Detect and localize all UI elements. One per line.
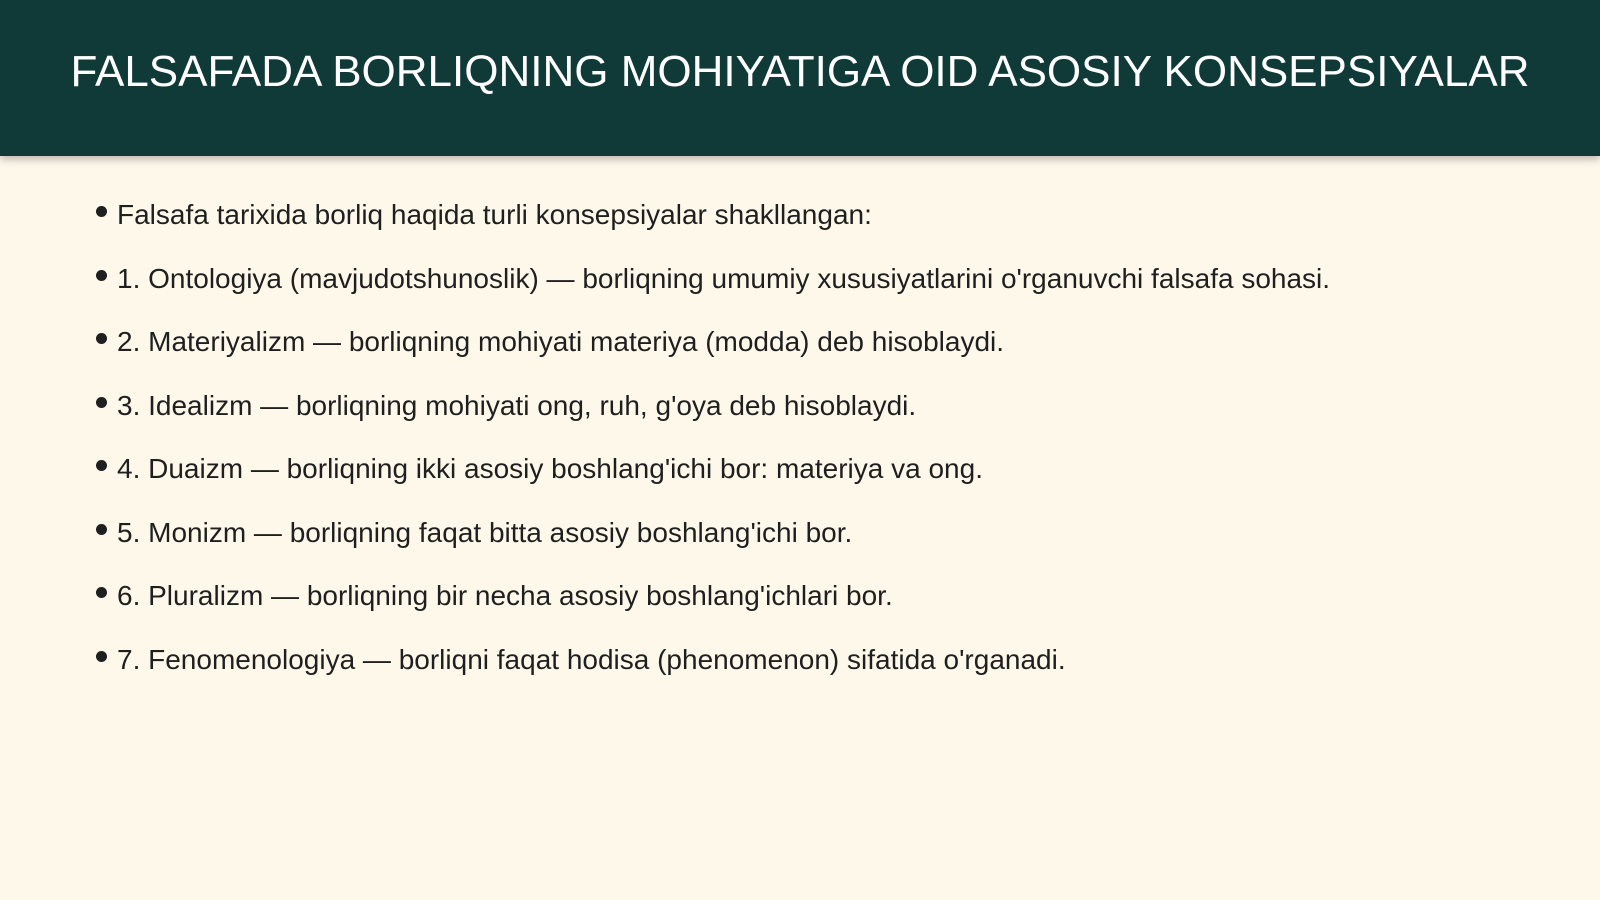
bullet-dot-icon (96, 270, 107, 281)
bullet-dot-icon (96, 333, 107, 344)
bullet-item (96, 580, 1556, 644)
slide-title: FALSAFADA BORLIQNING MOHIYATIGA OID ASOSIY KONSEPSIYALAR (70, 47, 1530, 96)
bullet-text: 5. Monizm — borliqning faqat bitta asosiy boshlang'ichi bor. (117, 516, 853, 548)
bullet-dot-icon (96, 397, 107, 408)
bullet-item (96, 326, 1556, 390)
bullet-item (96, 453, 1556, 517)
bullet-text: 1. Ontologiya (mavjudotshunoslik) — borliqning umumiy xususiyatlarini o'rganuvchi falsafa sohasi. (117, 262, 1331, 294)
bullet-item (96, 199, 1556, 263)
slide-content (96, 199, 1556, 707)
bullet-text: Falsafa tarixida borliq haqida turli konsepsiyalar shakllangan: (117, 199, 872, 230)
bullet-list (96, 199, 1556, 707)
bullet-text: 2. Materiyalizm — borliqning mohiyati materiya (modda) deb hisoblaydi. (117, 326, 1005, 357)
bullet-text: 3. Idealizm — borliqning mohiyati ong, ruh, g'oya deb hisoblaydi. (117, 389, 917, 421)
bullet-dot-icon (96, 587, 107, 598)
bullet-item (96, 644, 1556, 708)
bullet-item (96, 390, 1556, 454)
bullet-text: 7. Fenomenologiya — borliqni faqat hodisa (phenomenon) sifatida o'rganadi. (117, 643, 1066, 675)
bullet-dot-icon (96, 460, 107, 471)
title-bar (0, 0, 1600, 156)
bullet-dot-icon (96, 524, 107, 535)
bullet-item (96, 263, 1556, 327)
bullet-text: 6. Pluralizm — borliqning bir necha asosiy boshlang'ichlari bor. (117, 580, 893, 611)
bullet-dot-icon (96, 206, 107, 217)
bullet-item (96, 517, 1556, 581)
bullet-dot-icon (96, 651, 107, 662)
bullet-text: 4. Duaizm — borliqning ikki asosiy boshlang'ichi bor: materiya va ong. (117, 453, 983, 484)
